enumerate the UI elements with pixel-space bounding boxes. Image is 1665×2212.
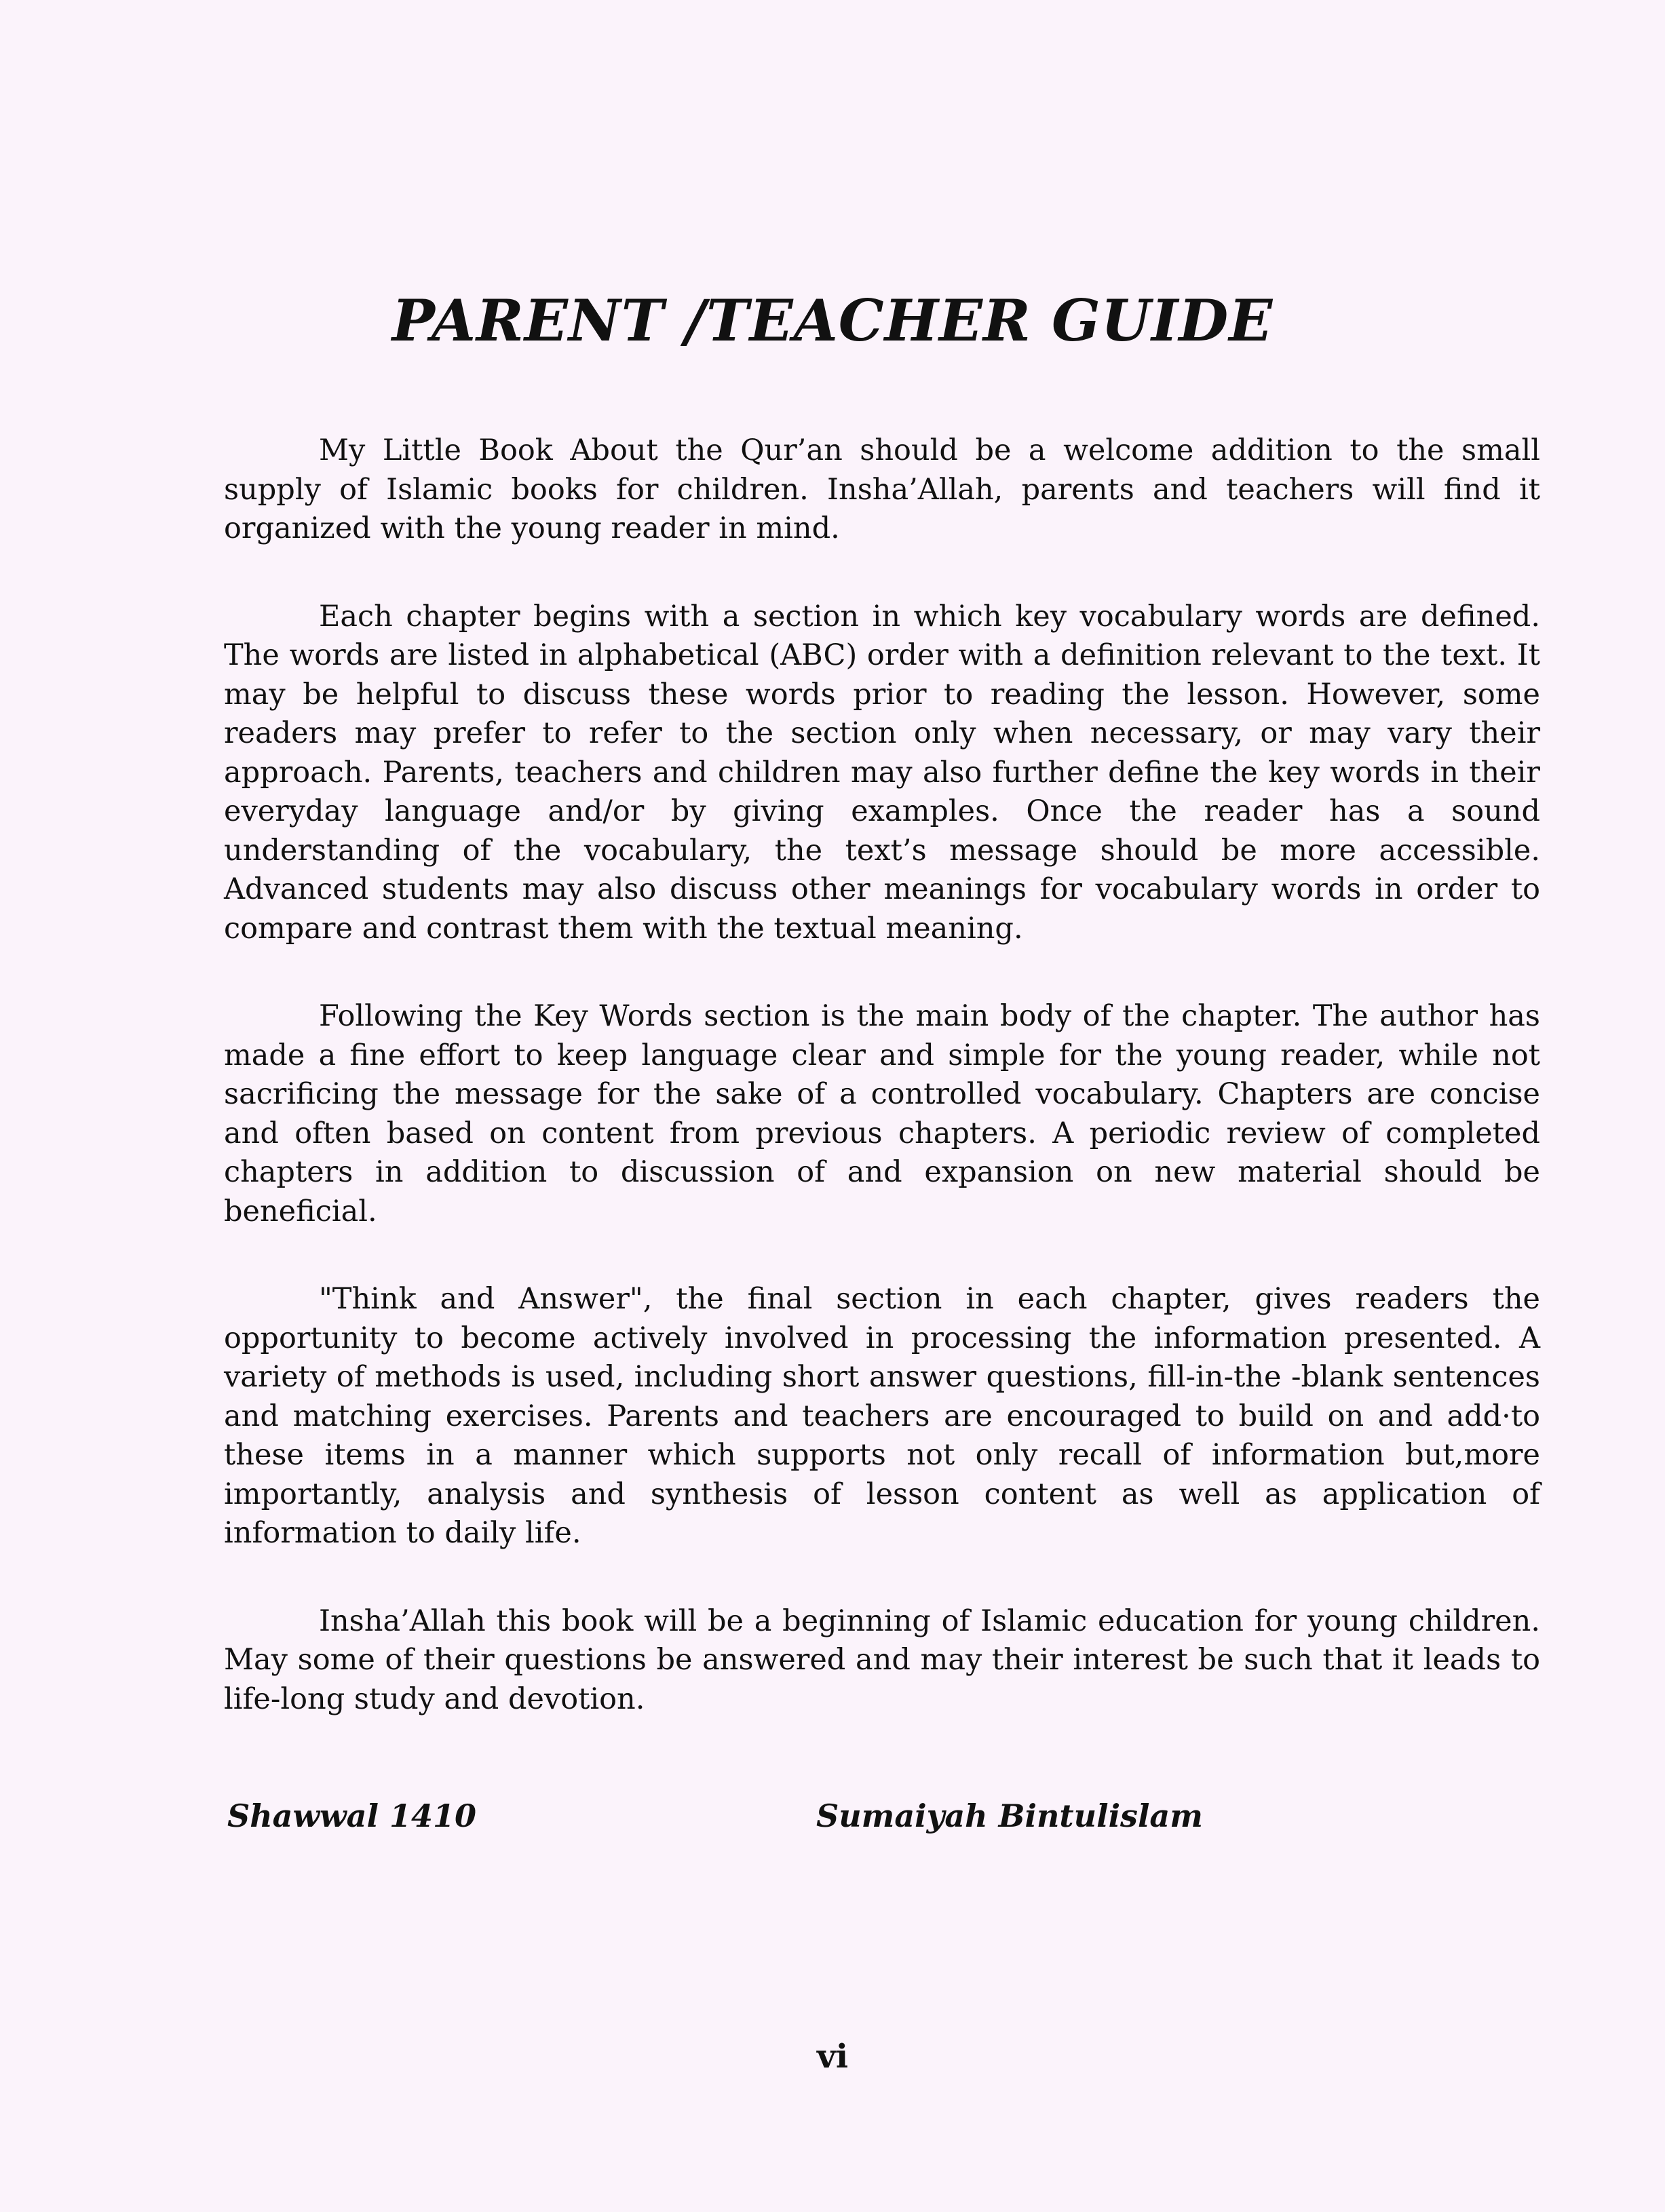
page-title: PARENT /TEACHER GUIDE <box>391 287 1274 354</box>
paragraph-main-body: Following the Key Words section is the main body of the chapter. The author has made a fine effort to keep language clear and simple for the young reader, while not sacrificing the message for the sake of a controlled vocabulary. Chapters are concise and often based on content from previous chapters. A periodic review of completed chapters in addition to discussion of and expansion on new material should be beneficial. <box>224 999 1540 1228</box>
body-text <box>224 431 1540 1768</box>
author-name: Sumaiyah Bintulislam <box>816 1798 1203 1834</box>
date-line: Shawwal 1410 <box>227 1798 476 1834</box>
paragraph-intro: My Little Book About the Qur’an should be a welcome addition to the small supply of Islamic books for children. Insha’Allah, parents and teachers will find it organized with the young reader in mind. <box>224 433 1540 545</box>
paragraph-key-words: Each chapter begins with a section in which key vocabulary words are defined. The words are listed in alphabetical (ABC) order with a definition relevant to the text. It may be helpful to discuss these words prior to reading the lesson. However, some readers may prefer to refer to the section only when necessary, or may vary their approach. Parents, teachers and children may also further define the key words in their everyday language and/or by giving examples. Once the reader has a sound understanding of the vocabulary, the text’s message should be more accessible. Advanced students may also discuss other meanings for vocabulary words in order to compare and contrast them with the textual meaning. <box>224 599 1540 946</box>
paragraph-closing: Insha’Allah this book will be a beginning of Islamic education for young children. May some of their questions be answered and may their interest be such that it leads to life-long study and devotion. <box>224 1604 1540 1716</box>
page-number: vi <box>816 2038 849 2076</box>
signature-row <box>227 1798 1449 1845</box>
paragraph-think-and-answer: "Think and Answer", the final section in each chapter, gives readers the opportunity to become actively involved in processing the information presented. A variety of methods is used, including short answer questions, fill-in-the -blank sentences and matching exercises. Parents and teachers are encouraged to build on and add·to these items in a manner which supports not only recall of information but,more importantly, analysis and synthesis of lesson content as well as application of information to daily life. <box>224 1282 1540 1550</box>
